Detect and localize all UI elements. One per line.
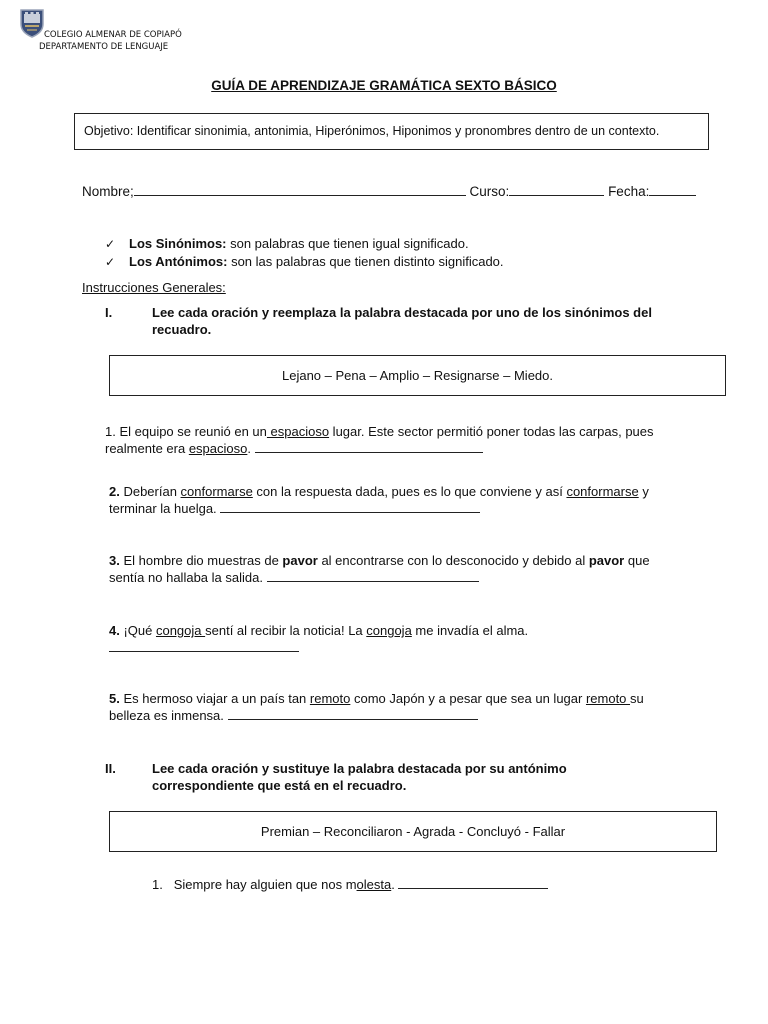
- question-text: con la respuesta dada, pues es lo que conviene y así: [252, 484, 567, 499]
- student-info-line: [82, 183, 696, 200]
- section2-question-1: [152, 876, 548, 893]
- question-5: [109, 690, 644, 724]
- answer-blank[interactable]: [109, 639, 299, 652]
- question-text: y: [638, 484, 649, 499]
- highlighted-word: espacioso: [266, 424, 330, 439]
- checkmark-icon: ✓: [105, 255, 116, 269]
- course-blank[interactable]: [509, 183, 604, 196]
- school-header: [39, 29, 182, 53]
- question-number: 2.: [109, 484, 120, 499]
- question-text: Siempre hay alguien que nos m: [173, 877, 357, 892]
- question-number: 1.: [152, 877, 163, 892]
- highlighted-word: congoja: [366, 623, 412, 638]
- highlighted-word: conformarse: [180, 484, 253, 499]
- question-text: ¡Qué: [119, 623, 156, 638]
- question-text: como Japón y a pesar que sea un lugar: [350, 691, 586, 706]
- antonyms-word-list: Premian – Reconciliaron - Agrada - Concluyó - Fallar: [260, 824, 566, 839]
- name-blank[interactable]: [134, 183, 466, 196]
- highlighted-word: olesta: [356, 877, 392, 892]
- section1-numeral: I.: [105, 305, 113, 320]
- objective-box: [74, 113, 709, 150]
- section1-instruction: [152, 304, 652, 338]
- question-1: [105, 423, 654, 457]
- course-label: Curso:: [469, 184, 510, 199]
- question-text: .: [391, 877, 399, 892]
- question-text: sentí al recibir la noticia! La: [205, 623, 367, 638]
- general-instructions-heading: Instrucciones Generales:: [82, 280, 226, 295]
- question-text: su: [630, 691, 644, 706]
- school-crest-icon: [19, 8, 45, 38]
- question-text: .: [247, 441, 255, 456]
- highlighted-word: pavor: [282, 553, 318, 568]
- definition-item: [105, 253, 504, 271]
- objective-text: Objetivo: Identificar sinonimia, antonimia, Hiperónimos, Hiponimos y pronombres dentro de un contexto.: [84, 124, 660, 138]
- highlighted-word: remoto: [309, 691, 351, 706]
- question-text: sentía no hallaba la salida.: [109, 570, 267, 585]
- highlighted-word: conformarse: [566, 484, 639, 499]
- question-text: al encontrarse con lo desconocido y debido al: [317, 553, 589, 568]
- question-text: que: [624, 553, 650, 568]
- highlighted-word: remoto: [585, 691, 631, 706]
- date-label: Fecha:: [608, 184, 650, 199]
- question-text: terminar la huelga.: [109, 501, 221, 516]
- answer-blank[interactable]: [220, 500, 480, 513]
- question-text: me invadía el alma.: [411, 623, 529, 638]
- section2-instruction-line: Lee cada oración y sustituye la palabra destacada por su antónimo: [152, 761, 567, 776]
- synonyms-word-list: Lejano – Pena – Amplio – Resignarse – Miedo.: [281, 368, 553, 383]
- definition-text: son las palabras que tienen distinto significado.: [227, 254, 504, 269]
- answer-blank[interactable]: [398, 876, 548, 889]
- highlighted-word: pavor: [588, 553, 625, 568]
- answer-blank[interactable]: [255, 440, 483, 453]
- question-text: Deberían: [119, 484, 181, 499]
- name-label: Nombre;: [82, 184, 134, 199]
- section1-instruction-line: recuadro.: [152, 322, 212, 337]
- question-text: realmente era: [105, 441, 189, 456]
- checkmark-icon: ✓: [105, 237, 116, 251]
- section2-instruction: [152, 760, 567, 794]
- antonyms-word-box: [109, 811, 717, 852]
- question-number: 5.: [109, 691, 120, 706]
- answer-blank[interactable]: [228, 707, 478, 720]
- question-text: El hombre dio muestras de: [119, 553, 283, 568]
- answer-blank[interactable]: [267, 569, 479, 582]
- highlighted-word: congoja: [155, 623, 206, 638]
- date-blank[interactable]: [649, 183, 696, 196]
- section2-numeral: II.: [105, 761, 116, 776]
- question-3: [109, 552, 650, 586]
- school-name: COLEGIO ALMENAR DE COPIAPÓ: [44, 30, 182, 40]
- question-2: [109, 483, 649, 517]
- definition-item: [105, 235, 504, 253]
- definition-text: son palabras que tienen igual significado.: [226, 236, 469, 251]
- question-4: [109, 622, 528, 656]
- highlighted-word: espacioso: [188, 441, 248, 456]
- section2-instruction-line: correspondiente que está en el recuadro.: [152, 778, 407, 793]
- definition-term: Los Sinónimos:: [129, 236, 227, 251]
- definition-term: Los Antónimos:: [129, 254, 228, 269]
- synonyms-word-box: [109, 355, 726, 396]
- question-number: 3.: [109, 553, 120, 568]
- department-name: DEPARTAMENTO DE LENGUAJE: [39, 42, 169, 52]
- question-number: 4.: [109, 623, 120, 638]
- question-text: belleza es inmensa.: [109, 708, 228, 723]
- section1-instruction-line: Lee cada oración y reemplaza la palabra destacada por uno de los sinónimos del: [152, 305, 652, 320]
- question-text: 1. El equipo se reunió en un: [105, 424, 267, 439]
- question-text: lugar. Este sector permitió poner todas las carpas, pues: [329, 424, 654, 439]
- page-title: GUÍA DE APRENDIZAJE GRAMÁTICA SEXTO BÁSICO: [211, 78, 557, 93]
- definitions-list: [105, 235, 504, 271]
- question-text: Es hermoso viajar a un país tan: [119, 691, 310, 706]
